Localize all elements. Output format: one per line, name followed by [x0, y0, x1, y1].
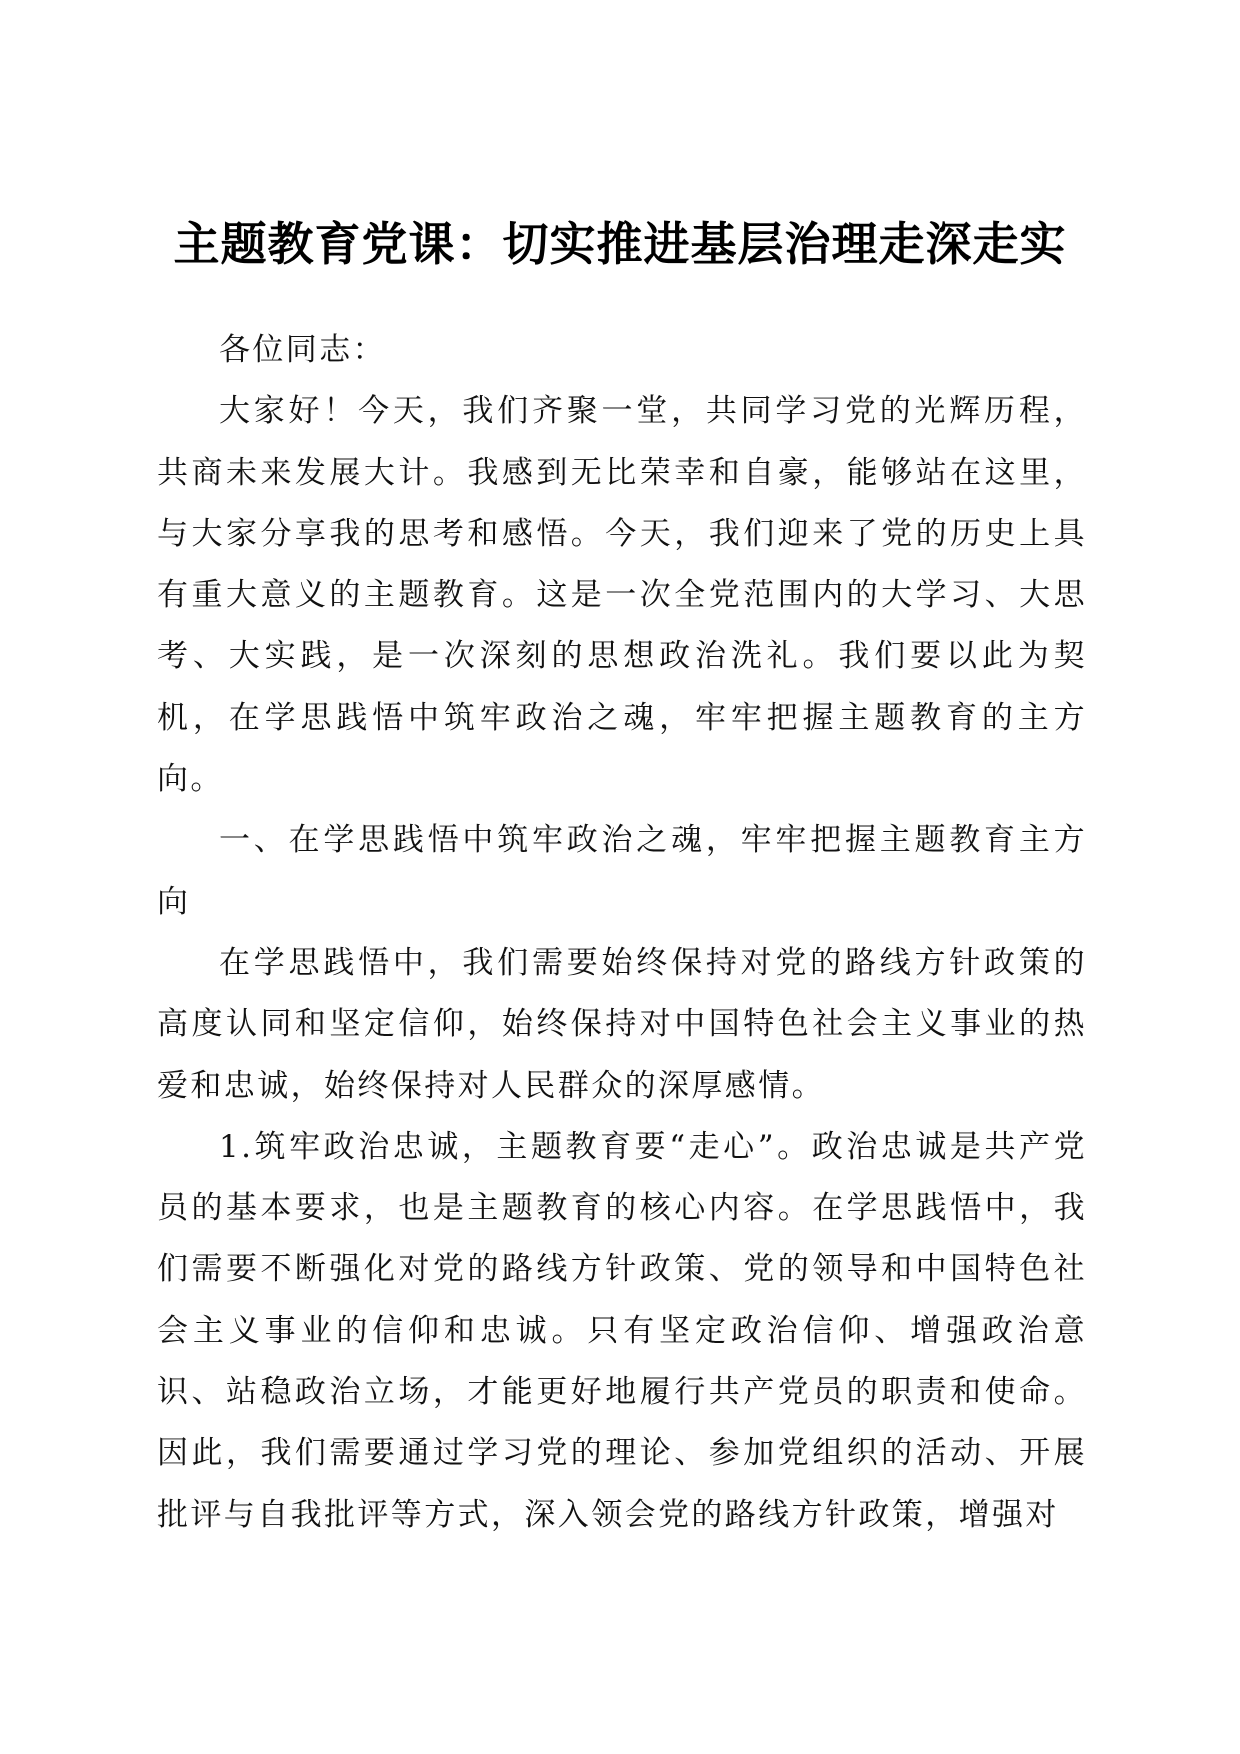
salutation: 各位同志：	[219, 332, 386, 368]
document-body	[157, 320, 1087, 1546]
paragraph-point-1: 1.筑牢政治忠诚，主题教育要“走心”。政治忠诚是共产党员的基本要求，也是主题教育的核心内容。在学思践悟中，我们需要不断强化对党的路线方针政策、党的领导和中国特色社会主义事业的信仰和忠诚。只有坚定政治信仰、增强政治意识、站稳政治立场，才能更好地履行共产党员的职责和使命。因此，我们需要通过学习党的理论、参加党组织的活动、开展批评与自我批评等方式，深入领会党的路线方针政策，增强对	[157, 1128, 1087, 1533]
paragraph-section-1: 在学思践悟中，我们需要始终保持对党的路线方针政策的高度认同和坚定信仰，始终保持对中国特色社会主义事业的热爱和忠诚，始终保持对人民群众的深厚感情。	[157, 944, 1087, 1104]
document-title: 主题教育党课：切实推进基层治理走深走实	[173, 217, 1067, 271]
paragraph-intro: 大家好！今天，我们齐聚一堂，共同学习党的光辉历程，共商未来发展大计。我感到无比荣幸和自豪，能够站在这里，与大家分享我的思考和感悟。今天，我们迎来了党的历史上具有重大意义的主题教育。这是一次全党范围内的大学习、大思考、大实践，是一次深刻的思想政治洗礼。我们要以此为契机，在学思践悟中筑牢政治之魂，牢牢把握主题教育的主方向。	[157, 393, 1087, 798]
section-heading-1: 一、在学思践悟中筑牢政治之魂，牢牢把握主题教育主方向	[157, 822, 1087, 920]
